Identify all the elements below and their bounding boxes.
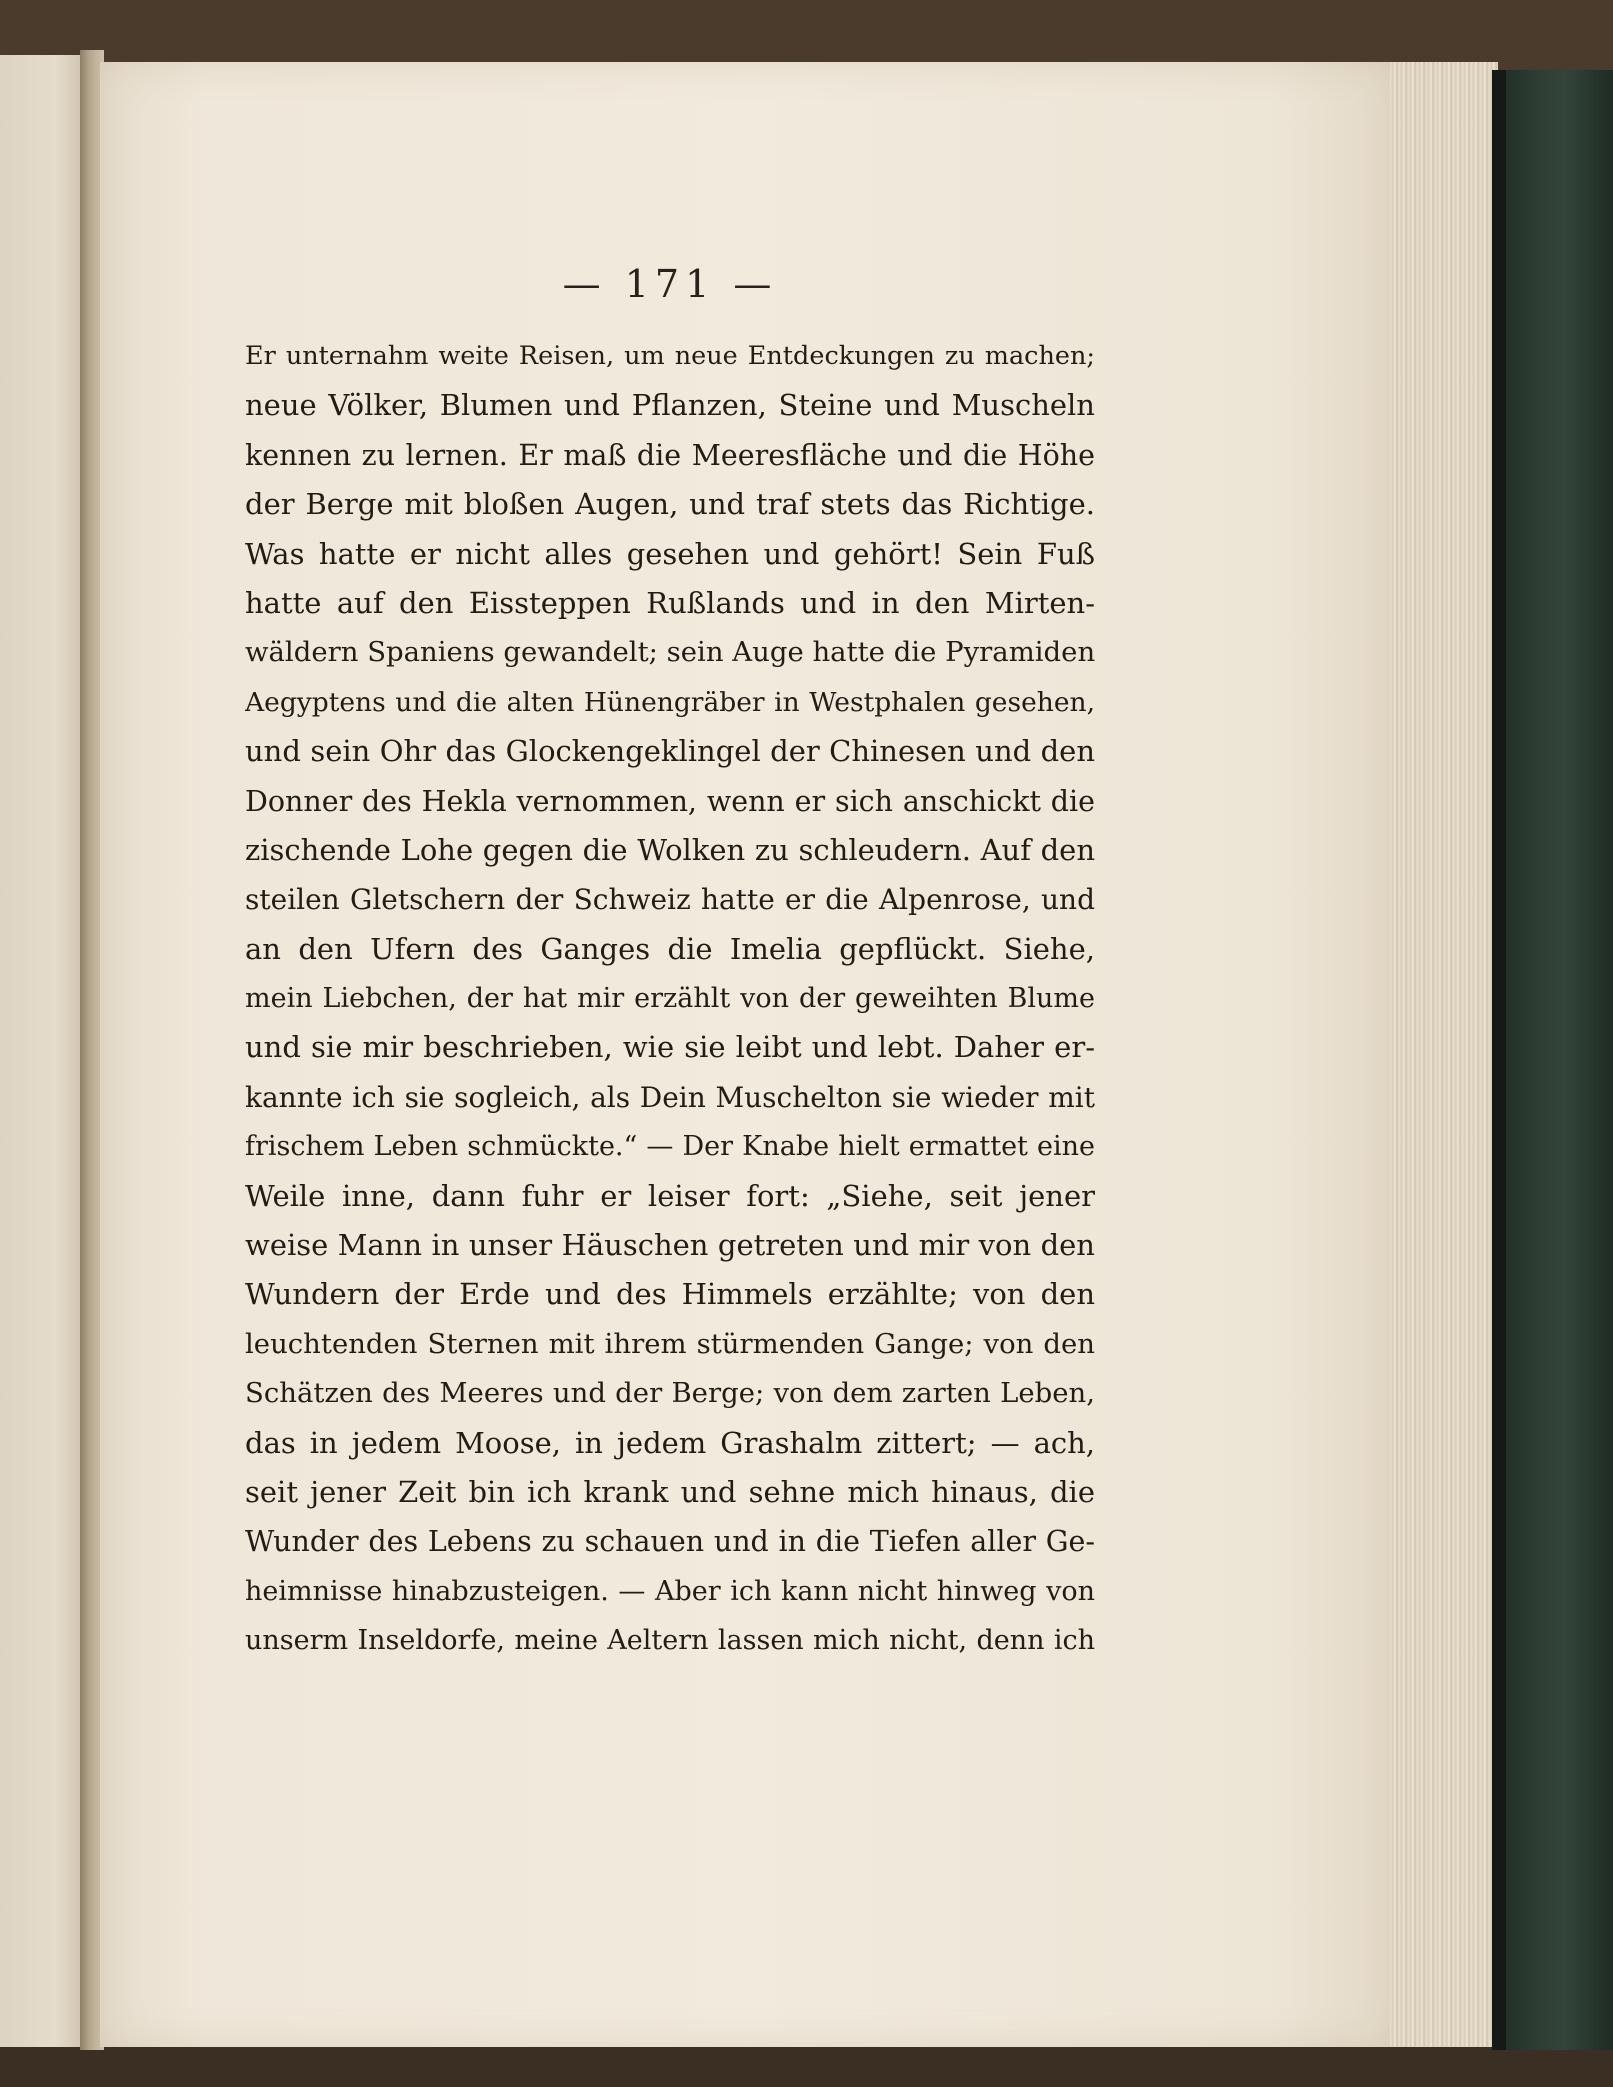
book-cover (1492, 70, 1613, 2050)
page-text (245, 332, 1095, 1666)
text-line: mein Liebchen, der hat mir erzählt von der geweihten Blume (245, 983, 1095, 1015)
text-line: leuchtenden Sternen mit ihrem stürmenden Gange; von den (245, 1327, 1095, 1360)
text-line: weise Mann in unser Häuschen getreten und mir von den (245, 1228, 1095, 1263)
page-number: — 171 — (562, 262, 778, 306)
text-line: seit jener Zeit bin ich krank und sehne mich hinaus, die (245, 1474, 1095, 1509)
text-line: zischende Lohe gegen die Wolken zu schleudern. Auf den (245, 832, 1095, 867)
page-stack-edges (1390, 62, 1498, 2047)
text-line: Schätzen des Meeres und der Berge; von dem zarten Leben, (245, 1377, 1095, 1410)
text-line: der Berge mit bloßen Augen, und traf stets das Richtige. (245, 487, 1095, 522)
text-line: wäldern Spaniens gewandelt; sein Auge hatte die Pyramiden (245, 636, 1095, 669)
text-line: Was hatte er nicht alles gesehen und gehört! Sein Fuß (245, 536, 1095, 571)
text-line: frischem Leben schmückte.“ — Der Knabe hielt ermattet eine (245, 1131, 1095, 1163)
previous-page-edge (0, 55, 92, 2047)
text-line: Wundern der Erde und des Himmels erzählte; von den (245, 1277, 1095, 1312)
text-line: Aegyptens und die alten Hünengräber in Westphalen gesehen, (245, 686, 1095, 718)
text-line: Wunder des Lebens zu schauen und in die Tiefen aller Ge- (245, 1525, 1095, 1559)
text-line: und sein Ohr das Glockengeklingel der Chinesen und den (245, 734, 1095, 769)
text-line: hatte auf den Eissteppen Rußlands und in den Mirten- (245, 585, 1095, 620)
text-line: kennen zu lernen. Er maß die Meeresfläche und die Höhe (245, 438, 1095, 472)
text-line: Er unternahm weite Reisen, um neue Entdeckungen zu machen; (245, 341, 1095, 371)
text-line: Donner des Hekla vernommen, wenn er sich anschickt die (245, 784, 1095, 818)
text-line: das in jedem Moose, in jedem Grashalm zittert; — ach, (245, 1425, 1095, 1460)
text-line: neue Völker, Blumen und Pflanzen, Steine und Muscheln (245, 388, 1095, 423)
book-cover-edge (1492, 70, 1506, 2050)
text-line: kannte ich sie sogleich, als Dein Muschelton sie wieder mit (245, 1080, 1095, 1114)
text-line: unserm Inseldorfe, meine Aeltern lassen mich nicht, denn ich (245, 1625, 1095, 1657)
text-line: steilen Gletschern der Schweiz hatte er die Alpenrose, und (245, 883, 1095, 917)
text-line: und sie mir beschrieben, wie sie leibt und lebt. Daher er- (245, 1030, 1095, 1065)
text-line: heimnisse hinabzusteigen. — Aber ich kann nicht hinweg von (245, 1575, 1095, 1607)
text-line: Weile inne, dann fuhr er leiser fort: „Siehe, seit jener (245, 1178, 1095, 1213)
text-line: an den Ufern des Ganges die Imelia gepflückt. Siehe, (245, 931, 1095, 966)
